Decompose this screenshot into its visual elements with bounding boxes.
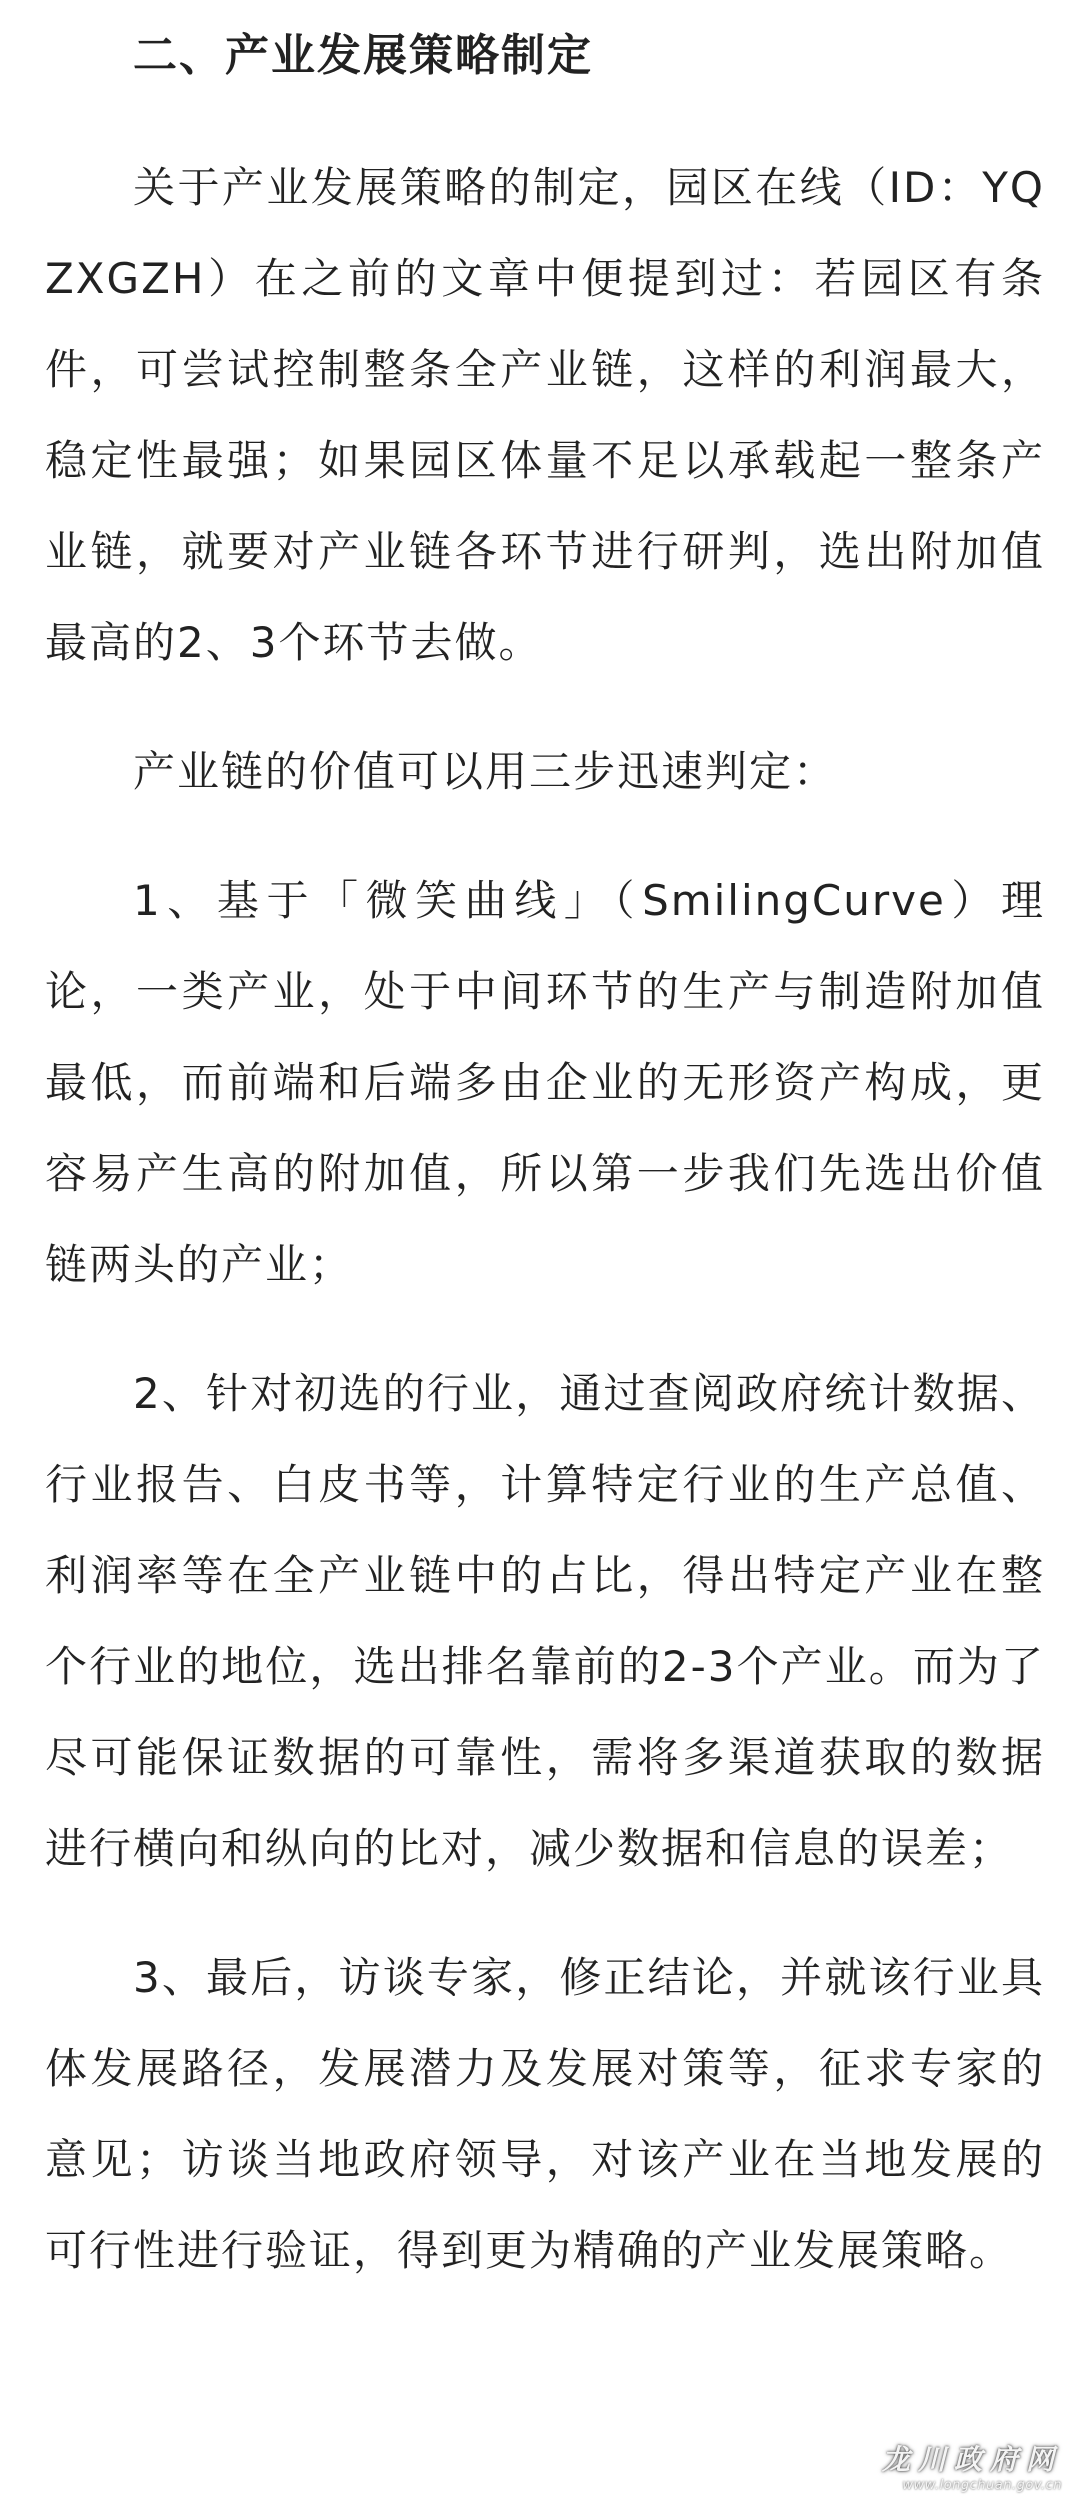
paragraph-step-2: 2、针对初选的行业，通过查阅政府统计数据、行业报告、白皮书等，计算特定行业的生产总值、利润率等在全产业链中的占比，得出特定产业在整个行业的地位，选出排名靠前的2-3个产业。而为了尽可能保证数据的可靠性，需将多渠道获取的数据进行横向和纵向的比对，减少数据和信息的误差； (45, 1369, 1045, 1873)
paragraph-step-3: 3、最后，访谈专家，修正结论，并就该行业具体发展路径，发展潜力及发展对策等，征求专家的意见；访谈当地政府领导，对该产业在当地发展的可行性进行验证，得到更为精确的产业发展策略。 (45, 1953, 1045, 2275)
watermark-title: 龙川政府网 (881, 2443, 1062, 2476)
watermark-url: www.longchuan.gov.cn (902, 2478, 1062, 2493)
site-watermark (852, 2443, 1062, 2495)
article-body (45, 10, 1045, 2296)
section-heading: 二、产业发展策略制定 (133, 30, 593, 81)
paragraph-three-steps: 产业链的价值可以用三步迅速判定： (133, 747, 838, 796)
paragraph-intro: 关于产业发展策略的制定，园区在线（ID：YQZXGZH）在之前的文章中便提到过：若园区有条件，可尝试控制整条全产业链，这样的利润最大，稳定性最强；如果园区体量不足以承载起一整条产业链，就要对产业链各环节进行研判，选出附加值最高的2、3个环节去做。 (45, 163, 1045, 667)
paragraph-step-1: 1、基于「微笑曲线」（SmilingCurve）理论，一类产业，处于中间环节的生产与制造附加值最低，而前端和后端多由企业的无形资产构成，更容易产生高的附加值，所以第一步我们先选出价值链两头的产业； (45, 876, 1045, 1289)
